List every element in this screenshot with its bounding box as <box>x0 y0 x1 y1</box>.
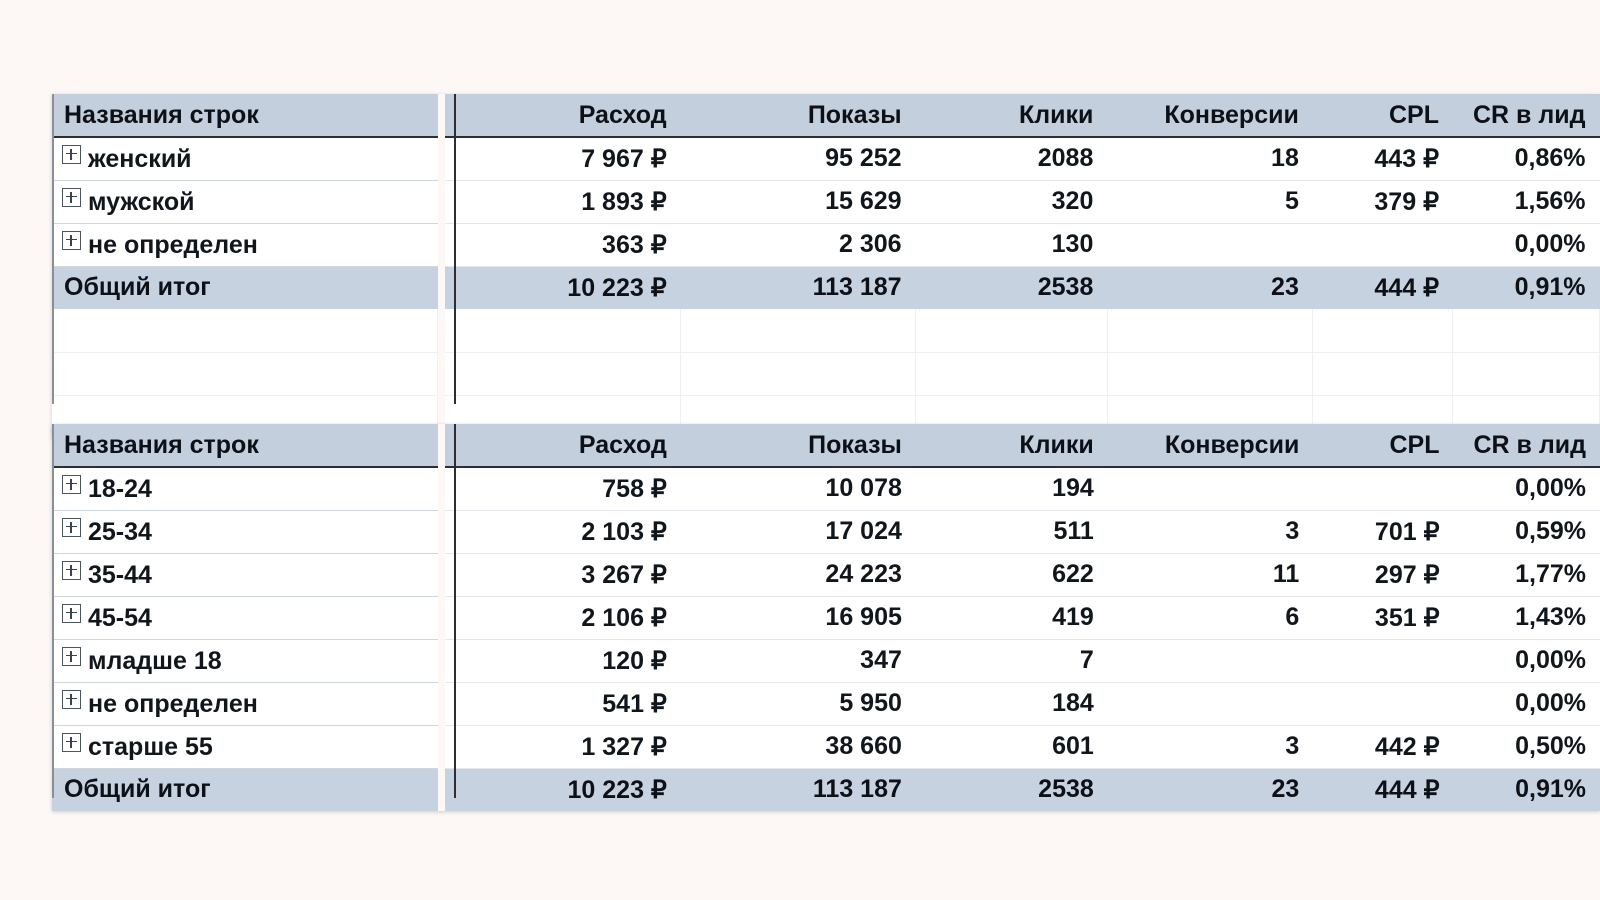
cell-cpl[interactable] <box>1313 467 1453 510</box>
empty-gap <box>438 352 445 395</box>
cell-conversions[interactable] <box>1107 223 1312 266</box>
cell-clicks[interactable]: 320 <box>916 180 1108 223</box>
header-impressions[interactable]: Показы <box>681 424 916 467</box>
row-gap <box>438 596 445 639</box>
row-label-cell[interactable] <box>52 137 438 180</box>
row-gap <box>438 725 445 768</box>
row-label-cell[interactable] <box>52 725 438 768</box>
total-spend[interactable]: 10 223 ₽ <box>445 768 680 811</box>
cell-cpl[interactable]: 443 ₽ <box>1313 137 1453 180</box>
row-label-cell[interactable] <box>52 180 438 223</box>
table-row[interactable] <box>52 510 1600 553</box>
table-row[interactable] <box>52 467 1600 510</box>
total-impressions[interactable]: 113 187 <box>681 768 916 811</box>
pivot-table-gender[interactable] <box>52 94 1600 439</box>
expand-icon[interactable] <box>62 475 81 494</box>
header-gap <box>438 424 445 467</box>
table-row[interactable] <box>52 639 1600 682</box>
cell-cpl[interactable] <box>1313 682 1453 725</box>
total-label: Общий итог <box>52 266 438 309</box>
cell-clicks[interactable]: 130 <box>916 223 1108 266</box>
cell-impressions[interactable]: 16 905 <box>681 596 916 639</box>
expand-icon[interactable] <box>62 647 81 666</box>
cell-spend[interactable]: 363 ₽ <box>445 223 680 266</box>
cell-cr[interactable]: 0,00% <box>1454 682 1600 725</box>
header-clicks[interactable]: Клики <box>916 424 1108 467</box>
empty-cell[interactable] <box>681 352 916 395</box>
cell-spend[interactable]: 7 967 ₽ <box>445 137 680 180</box>
cell-spend[interactable]: 2 106 ₽ <box>445 596 680 639</box>
cell-cpl[interactable]: 297 ₽ <box>1313 553 1453 596</box>
header-row-label[interactable]: Названия строк <box>52 94 438 137</box>
cell-conversions[interactable]: 6 <box>1108 596 1314 639</box>
cell-cr[interactable]: 0,50% <box>1454 725 1600 768</box>
table-total-row[interactable] <box>52 266 1600 309</box>
header-cr[interactable]: CR в лид <box>1454 424 1600 467</box>
expand-icon[interactable] <box>62 518 81 537</box>
cell-clicks[interactable]: 7 <box>916 639 1108 682</box>
cell-conversions[interactable] <box>1108 639 1314 682</box>
empty-cell[interactable] <box>916 352 1108 395</box>
cell-cr[interactable]: 1,56% <box>1453 180 1600 223</box>
cell-conversions[interactable]: 3 <box>1108 510 1314 553</box>
expand-icon[interactable] <box>62 604 81 623</box>
cell-impressions[interactable]: 347 <box>681 639 916 682</box>
table-row[interactable] <box>52 223 1600 266</box>
empty-cell[interactable] <box>52 309 438 352</box>
total-gap <box>438 768 445 811</box>
header-gap <box>438 94 445 137</box>
row-label: не определен <box>88 230 258 259</box>
row-label-cell[interactable] <box>52 596 438 639</box>
total-clicks[interactable]: 2538 <box>916 768 1108 811</box>
cell-cr[interactable]: 0,59% <box>1454 510 1600 553</box>
header-spend[interactable]: Расход <box>445 94 680 137</box>
cell-spend[interactable]: 120 ₽ <box>445 639 680 682</box>
total-cpl[interactable]: 444 ₽ <box>1313 266 1453 309</box>
cell-conversions[interactable]: 3 <box>1108 725 1314 768</box>
cell-conversions[interactable] <box>1108 467 1314 510</box>
header-clicks[interactable]: Клики <box>916 94 1108 137</box>
cell-clicks[interactable]: 419 <box>916 596 1108 639</box>
cell-clicks[interactable]: 601 <box>916 725 1108 768</box>
table-header-row <box>52 424 1600 467</box>
cell-impressions[interactable]: 10 078 <box>681 467 916 510</box>
cell-cr[interactable]: 0,86% <box>1453 137 1600 180</box>
row-gap <box>438 467 445 510</box>
row-label: 25-34 <box>88 517 152 546</box>
cell-impressions[interactable]: 38 660 <box>681 725 916 768</box>
expand-icon[interactable] <box>62 188 81 207</box>
row-gap <box>438 223 445 266</box>
empty-cell[interactable] <box>1313 309 1453 352</box>
empty-cell[interactable] <box>445 309 680 352</box>
cell-impressions[interactable]: 15 629 <box>681 180 916 223</box>
cell-impressions[interactable]: 5 950 <box>681 682 916 725</box>
cell-spend[interactable]: 1 327 ₽ <box>445 725 680 768</box>
empty-cell[interactable] <box>1107 309 1312 352</box>
empty-cell[interactable] <box>916 309 1108 352</box>
cell-impressions[interactable]: 2 306 <box>681 223 916 266</box>
table-row[interactable] <box>52 682 1600 725</box>
empty-cell[interactable] <box>445 352 680 395</box>
expand-icon[interactable] <box>62 145 81 164</box>
total-spend[interactable]: 10 223 ₽ <box>445 266 680 309</box>
cell-cr[interactable]: 0,00% <box>1454 467 1600 510</box>
pivot-table-age[interactable] <box>52 424 1600 811</box>
row-gap <box>438 510 445 553</box>
cell-cr[interactable]: 1,43% <box>1454 596 1600 639</box>
header-spend[interactable]: Расход <box>445 424 680 467</box>
row-label: не определен <box>88 689 258 718</box>
total-conversions[interactable]: 23 <box>1108 768 1314 811</box>
cell-cpl[interactable]: 351 ₽ <box>1313 596 1453 639</box>
cell-clicks[interactable]: 194 <box>916 467 1108 510</box>
total-impressions[interactable]: 113 187 <box>681 266 916 309</box>
row-label-cell[interactable] <box>52 639 438 682</box>
total-cr[interactable]: 0,91% <box>1453 266 1600 309</box>
table-header-row <box>52 94 1600 137</box>
cell-clicks[interactable]: 2088 <box>916 137 1108 180</box>
row-label-cell[interactable] <box>52 223 438 266</box>
empty-cell[interactable] <box>1313 352 1453 395</box>
cell-cr[interactable]: 0,00% <box>1453 223 1600 266</box>
empty-cell[interactable] <box>1107 352 1312 395</box>
row-label: мужской <box>88 187 195 216</box>
expand-icon[interactable] <box>62 733 81 752</box>
cell-spend[interactable]: 2 103 ₽ <box>445 510 680 553</box>
table-total-row[interactable] <box>52 768 1600 811</box>
cell-conversions[interactable]: 11 <box>1108 553 1314 596</box>
row-gap <box>438 180 445 223</box>
cell-cpl[interactable]: 701 ₽ <box>1313 510 1453 553</box>
table-row[interactable] <box>52 180 1600 223</box>
total-cpl[interactable]: 444 ₽ <box>1313 768 1453 811</box>
header-cr[interactable]: CR в лид <box>1453 94 1600 137</box>
header-cpl[interactable]: CPL <box>1313 94 1453 137</box>
table-row[interactable] <box>52 553 1600 596</box>
row-gap <box>438 682 445 725</box>
row-label-cell[interactable] <box>52 510 438 553</box>
cell-conversions[interactable]: 18 <box>1107 137 1312 180</box>
cell-spend[interactable]: 758 ₽ <box>445 467 680 510</box>
empty-cell[interactable] <box>52 352 438 395</box>
empty-row[interactable] <box>52 309 1600 352</box>
header-impressions[interactable]: Показы <box>681 94 916 137</box>
cell-cpl[interactable] <box>1313 639 1453 682</box>
row-label: младше 18 <box>88 646 222 675</box>
total-clicks[interactable]: 2538 <box>916 266 1108 309</box>
row-gap <box>438 137 445 180</box>
table-row[interactable] <box>52 137 1600 180</box>
row-label: женский <box>88 144 192 173</box>
table-row[interactable] <box>52 596 1600 639</box>
cell-cpl[interactable] <box>1313 223 1453 266</box>
row-label: 35-44 <box>88 560 152 589</box>
cell-spend[interactable]: 3 267 ₽ <box>445 553 680 596</box>
expand-icon[interactable] <box>62 231 81 250</box>
empty-row[interactable] <box>52 352 1600 395</box>
cell-cr[interactable]: 1,77% <box>1454 553 1600 596</box>
cell-cr[interactable]: 0,00% <box>1454 639 1600 682</box>
expand-icon[interactable] <box>62 561 81 580</box>
row-label: 45-54 <box>88 603 152 632</box>
cell-spend[interactable]: 1 893 ₽ <box>445 180 680 223</box>
cell-clicks[interactable]: 511 <box>916 510 1108 553</box>
total-gap <box>438 266 445 309</box>
row-label: 18-24 <box>88 474 152 503</box>
row-label-cell[interactable] <box>52 467 438 510</box>
row-label-cell[interactable] <box>52 682 438 725</box>
cell-impressions[interactable]: 95 252 <box>681 137 916 180</box>
cell-clicks[interactable]: 622 <box>916 553 1108 596</box>
empty-gap <box>438 309 445 352</box>
cell-impressions[interactable]: 17 024 <box>681 510 916 553</box>
expand-icon[interactable] <box>62 690 81 709</box>
row-gap <box>438 639 445 682</box>
empty-cell[interactable] <box>1453 352 1600 395</box>
total-cr[interactable]: 0,91% <box>1454 768 1600 811</box>
cell-spend[interactable]: 541 ₽ <box>445 682 680 725</box>
cell-conversions[interactable]: 5 <box>1107 180 1312 223</box>
empty-cell[interactable] <box>1453 309 1600 352</box>
total-conversions[interactable]: 23 <box>1107 266 1312 309</box>
total-label: Общий итог <box>52 768 438 811</box>
empty-cell[interactable] <box>681 309 916 352</box>
row-gap <box>438 553 445 596</box>
header-cpl[interactable]: CPL <box>1313 424 1453 467</box>
cell-cpl[interactable]: 379 ₽ <box>1313 180 1453 223</box>
header-row-label[interactable]: Названия строк <box>52 424 438 467</box>
table-row[interactable] <box>52 725 1600 768</box>
header-conversions[interactable]: Конверсии <box>1107 94 1312 137</box>
cell-clicks[interactable]: 184 <box>916 682 1108 725</box>
header-conversions[interactable]: Конверсии <box>1108 424 1314 467</box>
row-label: старше 55 <box>88 732 213 761</box>
cell-conversions[interactable] <box>1108 682 1314 725</box>
cell-impressions[interactable]: 24 223 <box>681 553 916 596</box>
row-label-cell[interactable] <box>52 553 438 596</box>
cell-cpl[interactable]: 442 ₽ <box>1313 725 1453 768</box>
